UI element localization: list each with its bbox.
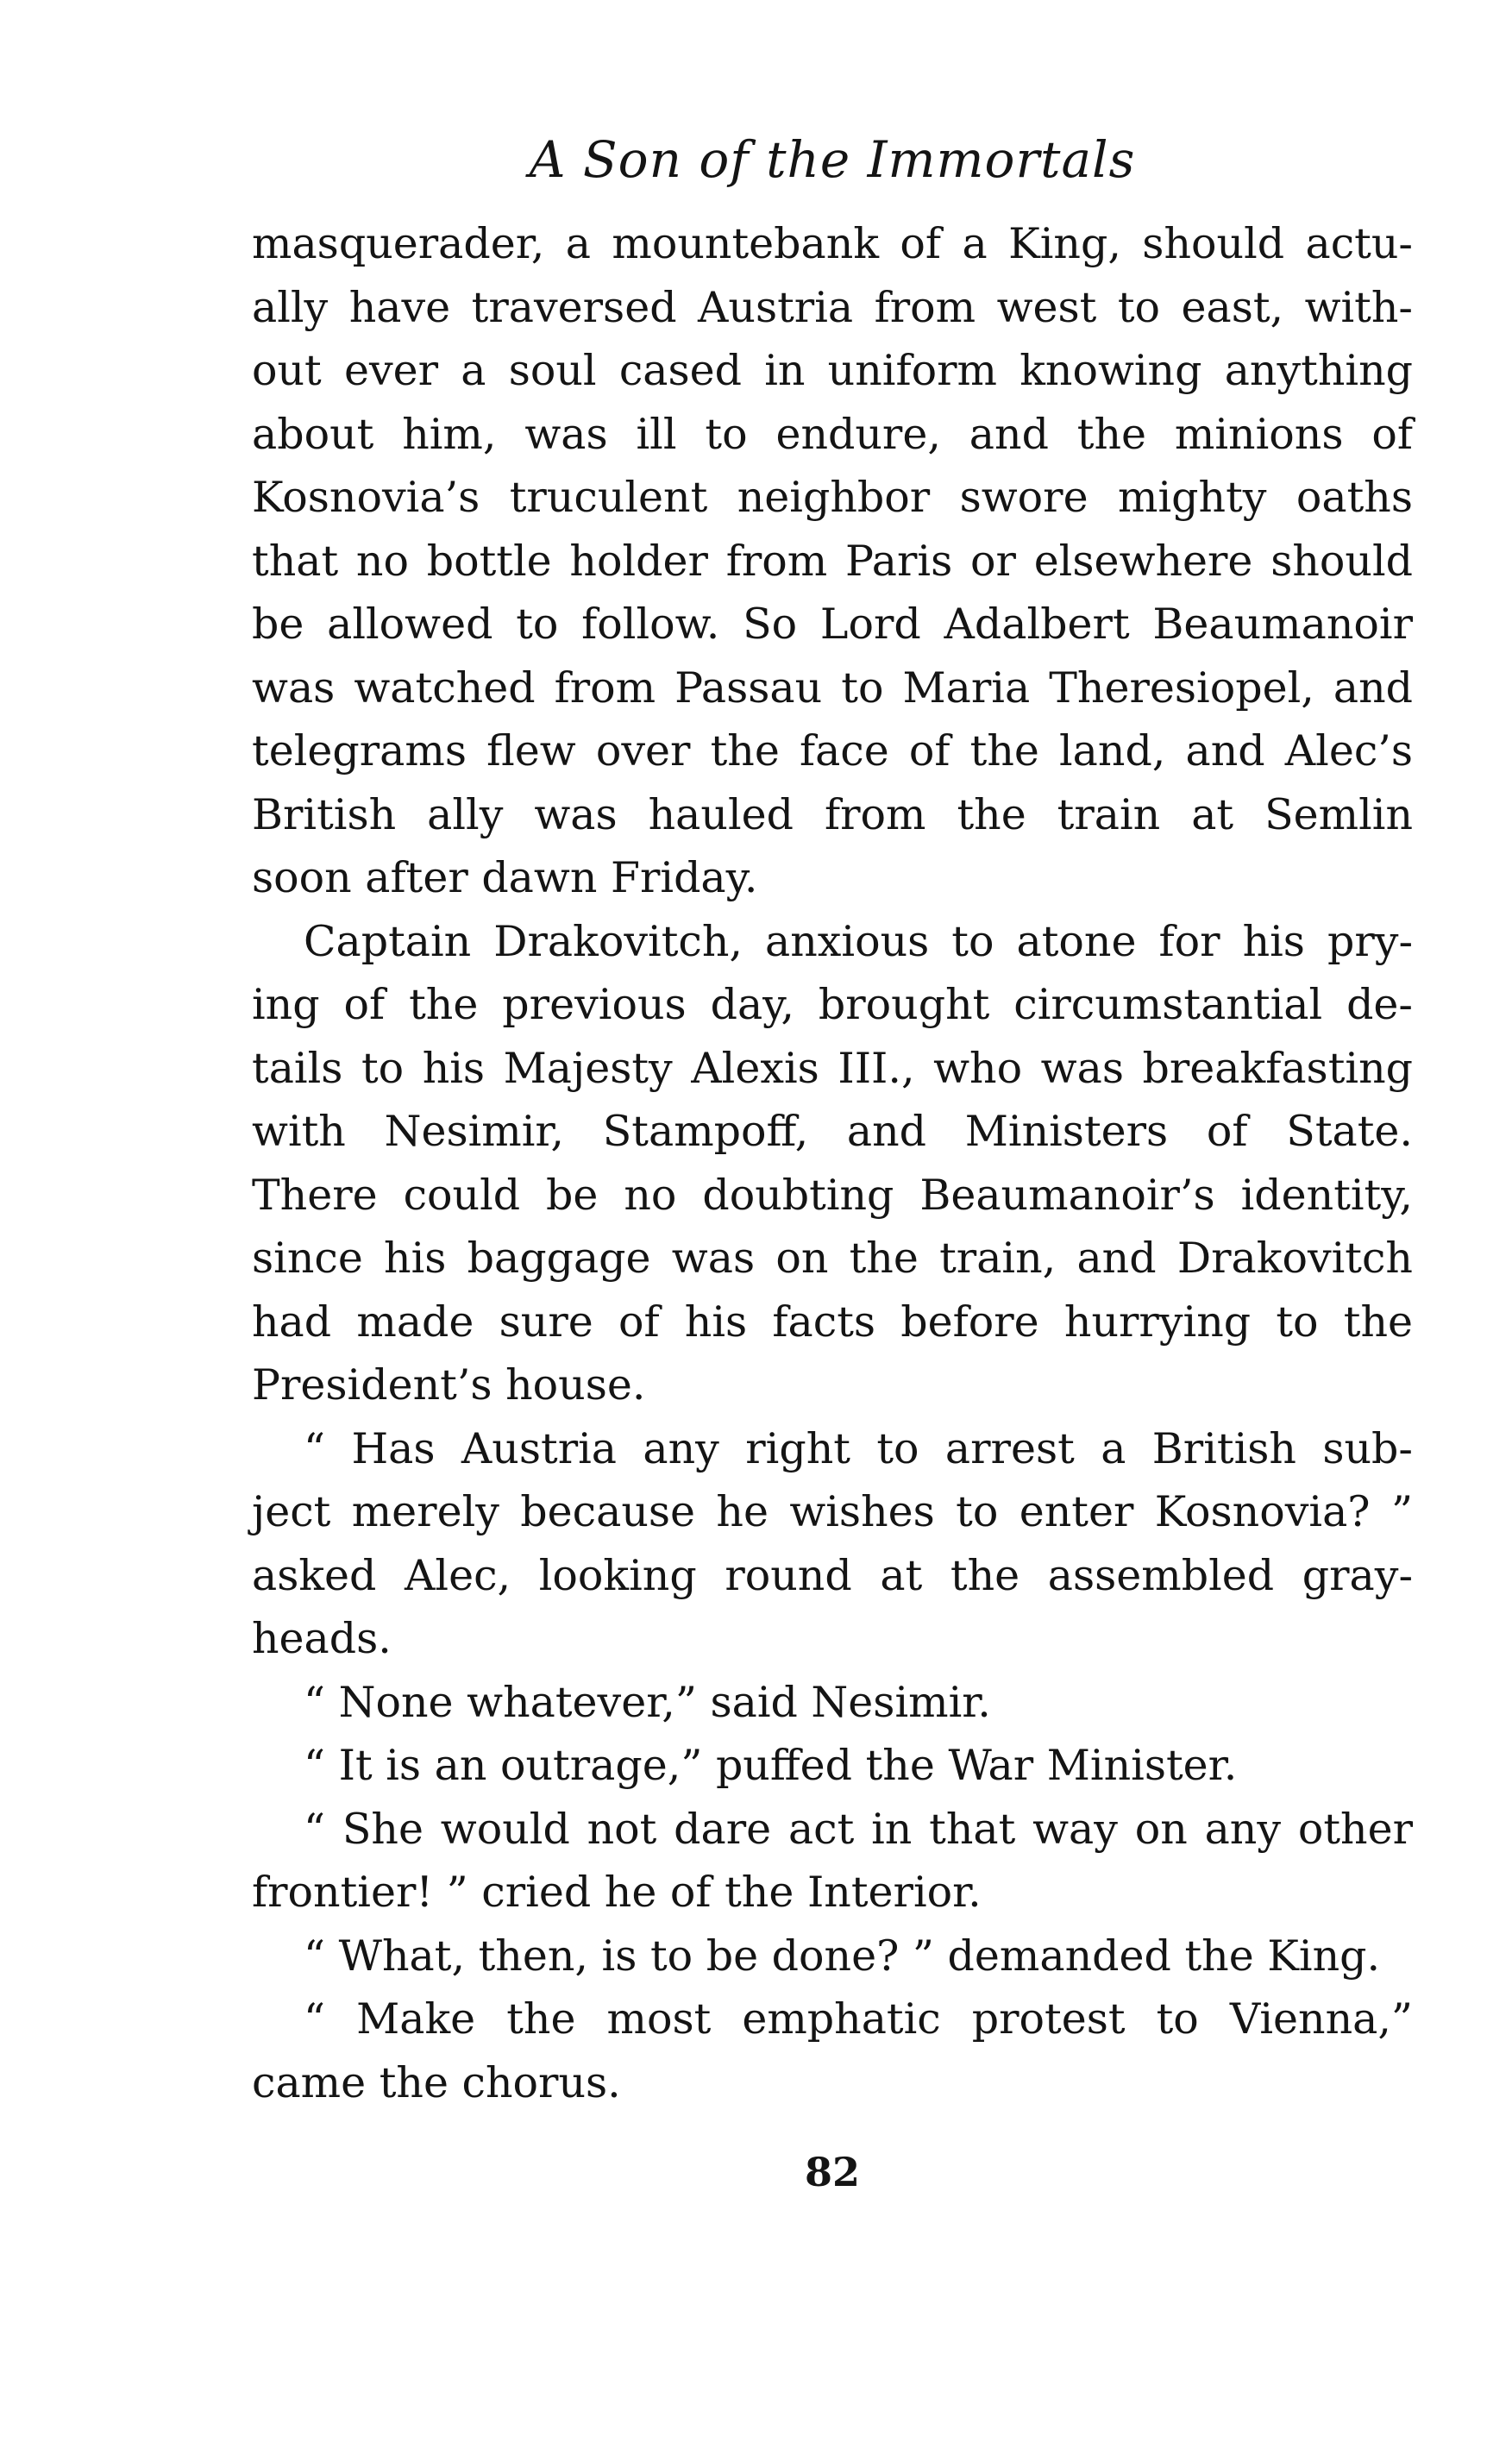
text-line: had made sure of his facts before hurrying to the	[252, 1297, 1413, 1347]
text-line: “ Has Austria any right to arrest a British sub-	[304, 1423, 1413, 1473]
text-line: masquerader, a mountebank of a King, should actu-	[252, 219, 1413, 268]
text-line: asked Alec, looking round at the assembled gray-	[252, 1550, 1413, 1600]
text-line: soon after dawn Friday.	[252, 853, 758, 902]
text-line: heads.	[252, 1614, 392, 1663]
paragraph	[252, 212, 1413, 910]
text-line: since his baggage was on the train, and Drakovitch	[252, 1234, 1413, 1283]
paragraph	[252, 1987, 1413, 2114]
text-line: ally have traversed Austria from west to east, with-	[252, 282, 1413, 332]
text-line: British ally was hauled from the train at Semlin	[252, 789, 1413, 839]
text-line: came the chorus.	[252, 2057, 621, 2107]
text-line: be allowed to follow. So Lord Adalbert Beaumanoir	[252, 600, 1413, 649]
running-head: A Son of the Immortals	[529, 130, 1136, 189]
text-line: Captain Drakovitch, anxious to atone for his pry-	[304, 916, 1413, 966]
paragraph	[252, 1417, 1413, 1671]
paragraph	[252, 910, 1413, 1417]
text-line: Kosnovia’s truculent neighbor swore mighty oaths	[252, 473, 1413, 522]
text-line: “ She would not dare act in that way on any other	[304, 1804, 1413, 1854]
paragraph	[252, 1671, 1413, 1735]
text-line: “ What, then, is to be done? ” demanded the King.	[304, 1931, 1381, 1981]
text-line: tails to his Majesty Alexis III., who was breakfasting	[252, 1043, 1413, 1093]
paragraph	[252, 1925, 1413, 1988]
paragraph	[252, 1798, 1413, 1925]
text-line: out ever a soul cased in uniform knowing anything	[252, 346, 1413, 395]
text-line: President’s house.	[252, 1360, 646, 1410]
text-line: “ It is an outrage,” puffed the War Minister.	[304, 1741, 1238, 1790]
paragraph	[252, 1734, 1413, 1798]
text-line: about him, was ill to endure, and the minions of	[252, 409, 1413, 459]
text-line: was watched from Passau to Maria Theresiopel, and	[252, 662, 1413, 713]
text-line: ject merely because he wishes to enter Kosnovia? ”	[252, 1487, 1413, 1536]
text-line: that no bottle holder from Paris or elsewhere should	[252, 536, 1413, 586]
text-line: “ Make the most emphatic protest to Vienna,”	[304, 1994, 1413, 2044]
page-number: 82	[804, 2149, 860, 2195]
text-line: frontier! ” cried he of the Interior.	[252, 1868, 982, 1917]
book-page	[252, 129, 1413, 2389]
text-line: telegrams flew over the face of the land, and Alec’s	[252, 726, 1413, 776]
body-text	[252, 212, 1413, 2114]
text-line: There could be no doubting Beaumanoir’s identity,	[252, 1170, 1413, 1220]
text-line: with Nesimir, Stampoff, and Ministers of State.	[252, 1107, 1413, 1156]
text-line: “ None whatever,” said Nesimir.	[304, 1677, 991, 1727]
text-line: ing of the previous day, brought circumstantial de-	[252, 980, 1413, 1029]
